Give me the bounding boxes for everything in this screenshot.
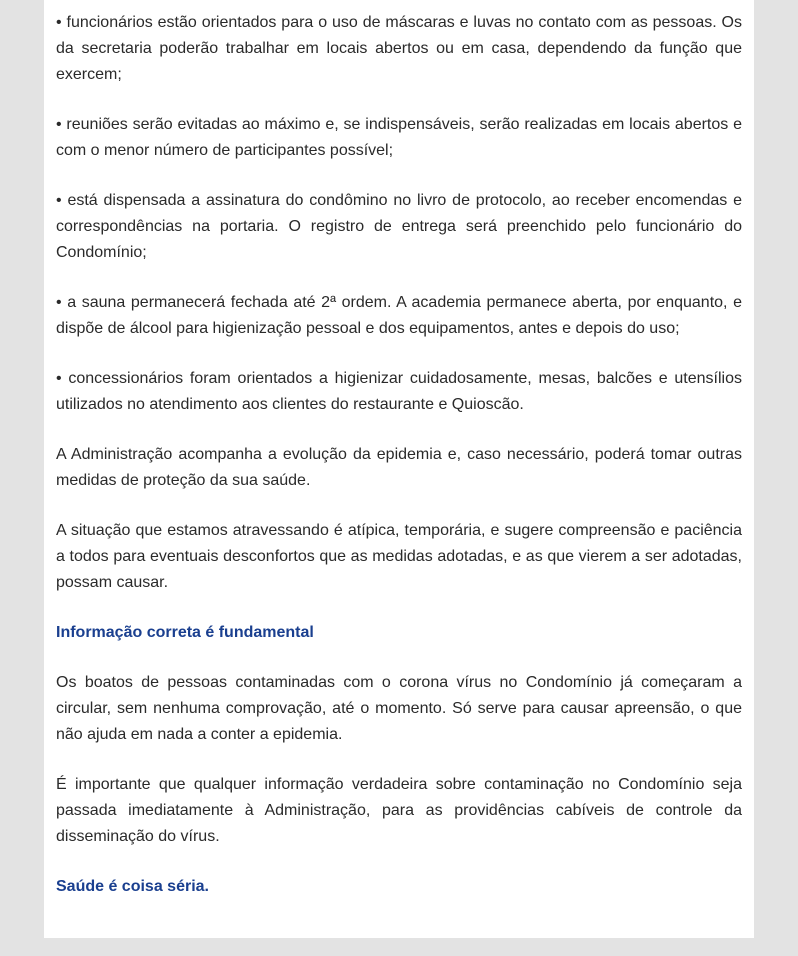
bullet-protocol-signature: • está dispensada a assinatura do condômino no livro de protocolo, ao receber encomendas e correspondências na portaria. O registro de entrega será preenchido pelo funcionário do Condomínio; bbox=[56, 192, 742, 261]
article-body bbox=[56, 10, 742, 900]
paragraph-report: É importante que qualquer informação verdadeira sobre contaminação no Condomínio seja passada imediatamente à Administração, para as providências cabíveis de controle da disseminação do vírus. bbox=[56, 776, 742, 845]
bullet-masks-gloves: • funcionários estão orientados para o uso de máscaras e luvas no contato com as pessoas. Os da secretaria poderão trabalhar em locais abertos ou em casa, dependendo da função que exercem; bbox=[56, 14, 742, 83]
article-sheet bbox=[44, 0, 754, 938]
bullet-sauna-gym: • a sauna permanecerá fechada até 2ª ordem. A academia permanece aberta, por enquanto, e dispõe de álcool para higienização pessoal e dos equipamentos, antes e depois do uso; bbox=[56, 294, 742, 337]
bullet-meetings: • reuniões serão evitadas ao máximo e, se indispensáveis, serão realizadas em locais abertos e com o menor número de participantes possível; bbox=[56, 116, 742, 159]
bullet-concessionaires: • concessionários foram orientados a higienizar cuidadosamente, mesas, balcões e utensílios utilizados no atendimento aos clientes do restaurante e Quioscão. bbox=[56, 370, 742, 413]
section-heading: Informação correta é fundamental bbox=[56, 624, 314, 641]
paragraph-rumors: Os boatos de pessoas contaminadas com o corona vírus no Condomínio já começaram a circular, sem nenhuma comprovação, até o momento. Só serve para causar apreensão, o que não ajuda em nada a conter a epidemia. bbox=[56, 674, 742, 743]
paragraph-administration: A Administração acompanha a evolução da epidemia e, caso necessário, poderá tomar outras medidas de proteção da sua saúde. bbox=[56, 446, 742, 489]
paragraph-situation: A situação que estamos atravessando é atípica, temporária, e sugere compreensão e paciência a todos para eventuais desconfortos que as medidas adotadas, e as que vierem a ser adotadas, possam causar. bbox=[56, 522, 742, 591]
closing-line: Saúde é coisa séria. bbox=[56, 878, 209, 895]
